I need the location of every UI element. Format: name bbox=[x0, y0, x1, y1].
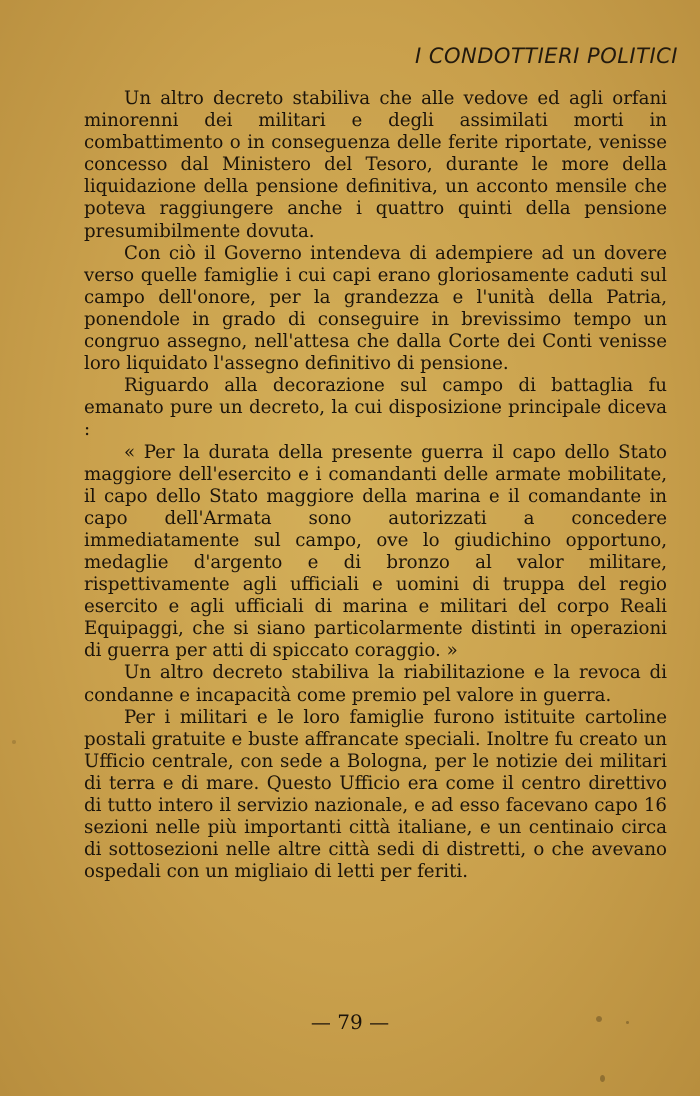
ink-spot bbox=[626, 1021, 629, 1024]
paragraph-3: Riguardo alla decorazione sul campo di battaglia fu emanato pure un decreto, la cui disposizione principale diceva : bbox=[84, 375, 667, 441]
running-title: I CONDOTTIERI POLITICI bbox=[414, 44, 678, 68]
ink-spot bbox=[596, 1016, 602, 1022]
paragraph-1: Un altro decreto stabiliva che alle vedove ed agli orfani minorenni dei militari e degli assimilati morti in combattimento o in conseguenza delle ferite riportate, venisse concesso dal Ministero del Tesoro, durante le more della liquidazione della pensione definitiva, un acconto mensile che poteva raggiungere anche i quattro quinti della pensione presumibilmente dovuta. bbox=[84, 88, 667, 242]
ink-spot bbox=[600, 1075, 605, 1082]
paragraph-2: Con ciò il Governo intendeva di adempiere ad un dovere verso quelle famiglie i cui capi erano gloriosamente caduti sul campo dell'onore, per la grandezza e l'unità della Patria, ponendole in grado di conseguire in brevissimo tempo un congruo assegno, nell'attesa che dalla Corte dei Conti venisse loro liquidato l'assegno definitivo di pensione. bbox=[84, 242, 667, 375]
paragraph-4-quotation: « Per la durata della presente guerra il capo dello Stato maggiore dell'esercito e i comandanti delle armate mobilitate, il capo dello Stato maggiore della marina e il comandante in capo dell'Armata sono autorizzati a concedere immediatamente sul campo, ove lo giudichino opportuno, medaglie d'argento e di bronzo al valor militare, rispettivamente agli ufficiali e uomini di truppa del regio esercito e agli ufficiali di marina e militari del corpo Reali Equipaggi, che si siano particolarmente distinti in operazioni di guerra per atti di spiccato coraggio. » bbox=[84, 441, 667, 662]
page-number: — 79 — bbox=[310, 1010, 390, 1034]
paragraph-5: Un altro decreto stabiliva la riabilitazione e la revoca di condanne e incapacità come premio pel valore in guerra. bbox=[84, 662, 667, 706]
paragraph-6: Per i militari e le loro famiglie furono istituite cartoline postali gratuite e buste affrancate speciali. Inoltre fu creato un Ufficio centrale, con sede a Bologna, per le notizie dei militari di terra e di mare. Questo Ufficio era come il centro direttivo di tutto intero il servizio nazionale, e ad esso facevano capo 16 sezioni nelle più importanti città italiane, e un centinaio circa di sottosezioni nelle altre città sedi di distretti, o che avevano ospedali con un migliaio di letti per feriti. bbox=[84, 706, 667, 883]
ink-spot bbox=[12, 740, 16, 744]
body-text bbox=[84, 88, 667, 883]
